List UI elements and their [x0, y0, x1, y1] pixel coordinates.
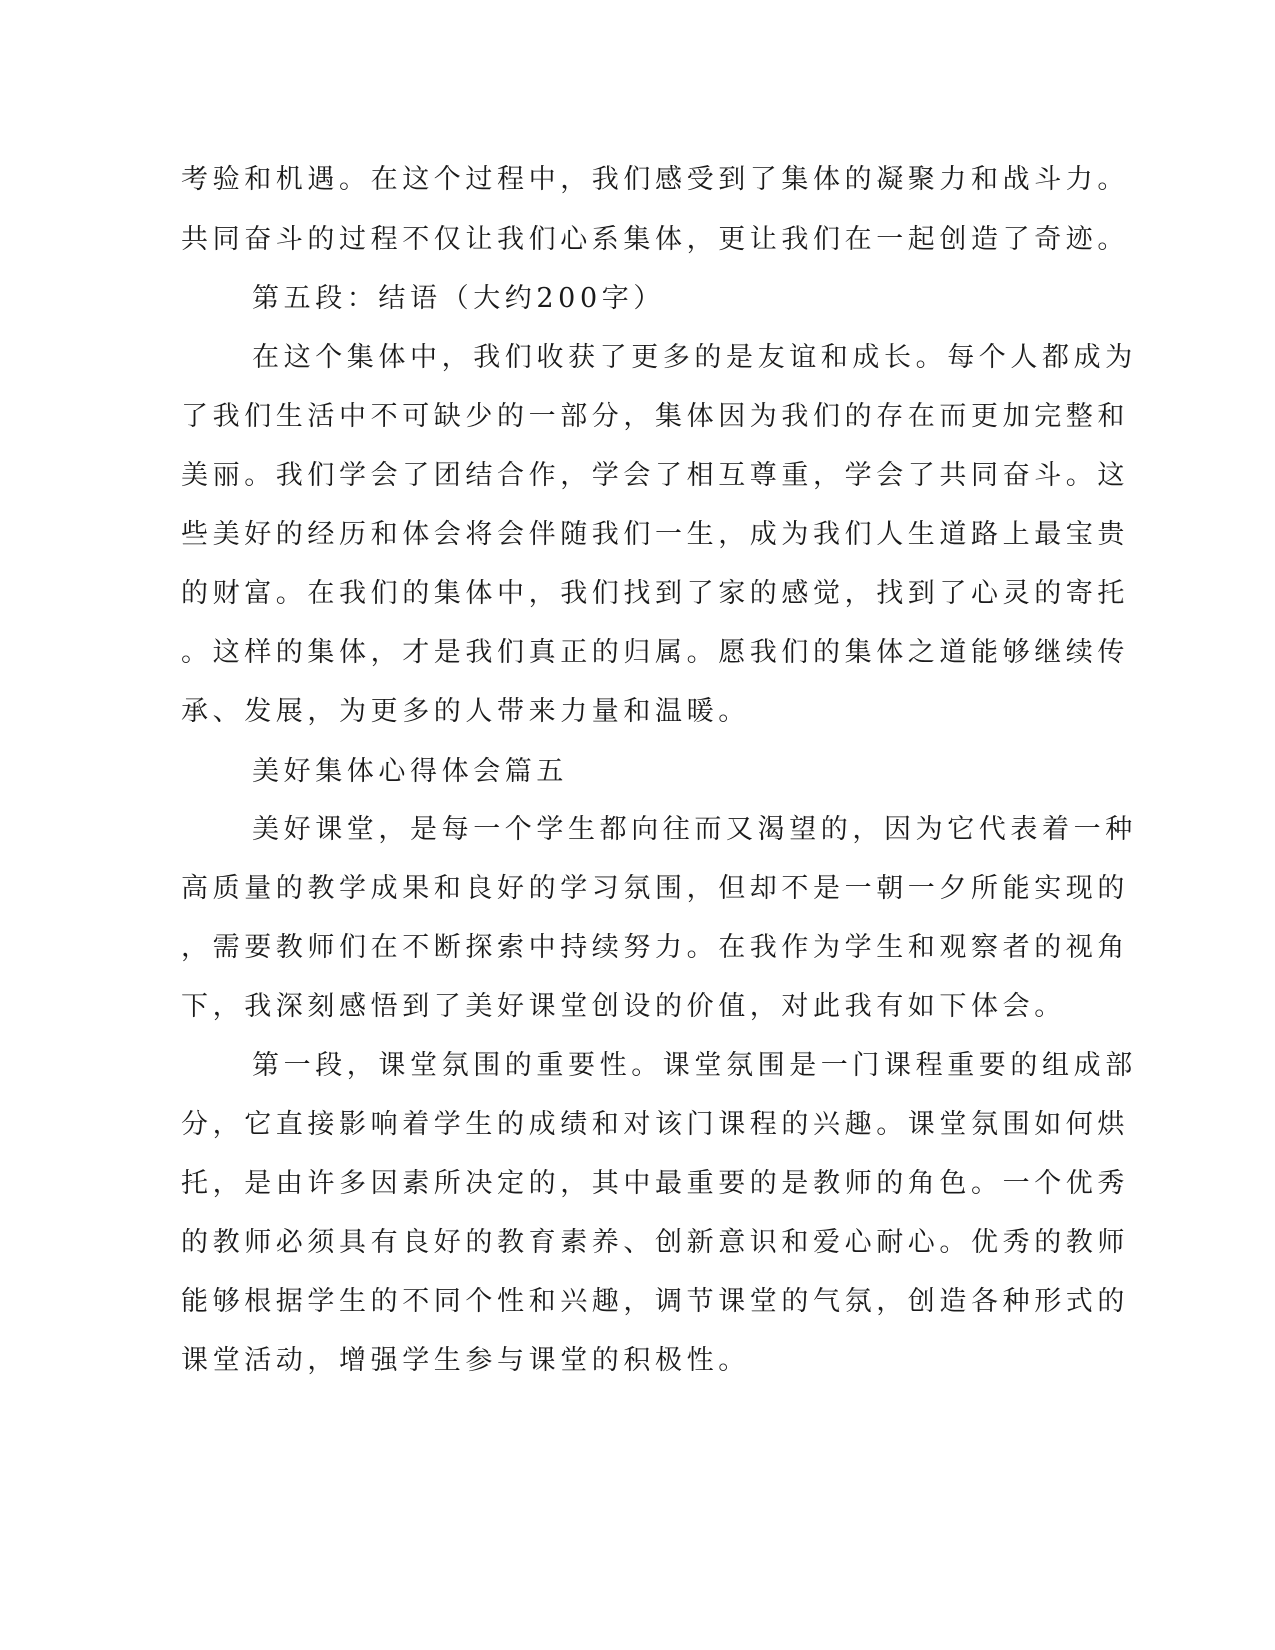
- text-line: 了我们生活中不可缺少的一部分，集体因为我们的存在而更加完整和: [181, 401, 1129, 432]
- text-line: 。这样的集体，才是我们真正的归属。愿我们的集体之道能够继续传: [181, 637, 1129, 668]
- text-line: 考验和机遇。在这个过程中，我们感受到了集体的凝聚力和战斗力。: [181, 164, 1129, 195]
- paragraph-first-line: 第一段，课堂氛围的重要性。课堂氛围是一门课程重要的组成部: [252, 1050, 1137, 1081]
- text-line: 的教师必须具有良好的教育素养、创新意识和爱心耐心。优秀的教师: [181, 1227, 1129, 1258]
- text-line: 承、发展，为更多的人带来力量和温暖。: [181, 696, 750, 727]
- text-line: 分，它直接影响着学生的成绩和对该门课程的兴趣。课堂氛围如何烘: [181, 1109, 1129, 1140]
- text-line: 托，是由许多因素所决定的，其中最重要的是教师的角色。一个优秀: [181, 1168, 1129, 1199]
- text-line: 能够根据学生的不同个性和兴趣，调节课堂的气氛，创造各种形式的: [181, 1286, 1129, 1317]
- text-line: 美丽。我们学会了团结合作，学会了相互尊重，学会了共同奋斗。这: [181, 460, 1129, 491]
- article-title: 美好集体心得体会篇五: [252, 756, 568, 787]
- text-line: 的财富。在我们的集体中，我们找到了家的感觉，找到了心灵的寄托: [181, 578, 1129, 609]
- text-line: 下，我深刻感悟到了美好课堂创设的价值，对此我有如下体会。: [181, 991, 1066, 1022]
- text-line: 共同奋斗的过程不仅让我们心系集体，更让我们在一起创造了奇迹。: [181, 224, 1129, 255]
- section-heading: 第五段：结语（大约200字）: [252, 283, 665, 314]
- text-line: 些美好的经历和体会将会伴随我们一生，成为我们人生道路上最宝贵: [181, 519, 1129, 550]
- paragraph-first-line: 在这个集体中，我们收获了更多的是友谊和成长。每个人都成为: [252, 342, 1137, 373]
- text-line: 课堂活动，增强学生参与课堂的积极性。: [181, 1345, 750, 1376]
- paragraph-first-line: 美好课堂，是每一个学生都向往而又渴望的，因为它代表着一种: [252, 814, 1137, 845]
- text-line: ，需要教师们在不断探索中持续努力。在我作为学生和观察者的视角: [181, 932, 1129, 963]
- text-line: 高质量的教学成果和良好的学习氛围，但却不是一朝一夕所能实现的: [181, 873, 1129, 904]
